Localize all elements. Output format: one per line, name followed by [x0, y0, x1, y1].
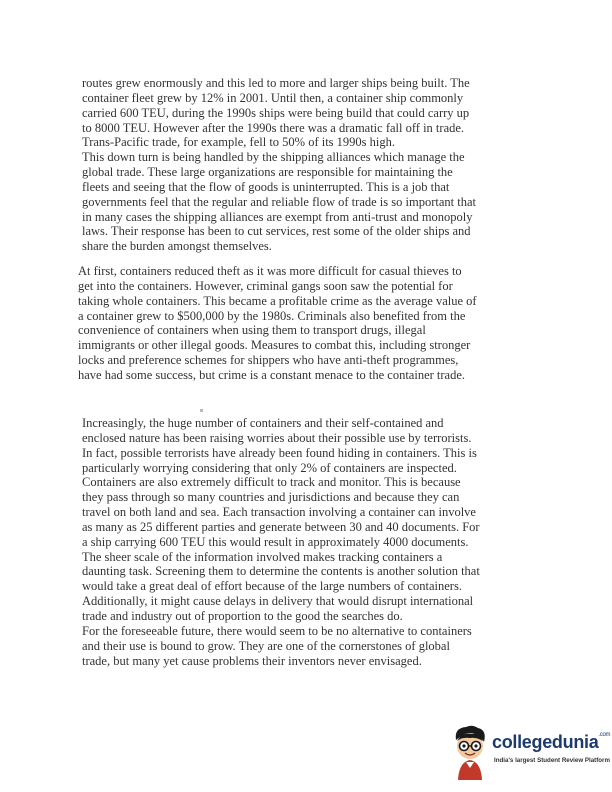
text-line: trade, but many yet cause problems their inventors never envisaged.	[82, 653, 422, 668]
text-line: and their use is bound to grow. They are one of the cornerstones of global	[82, 638, 450, 653]
text-line: particularly worrying considering that only 2% of containers are inspected.	[82, 460, 457, 475]
text-line: trade and industry out of proportion to the good the searches do.	[82, 608, 403, 623]
text-line: The sheer scale of the information involved makes tracking containers a	[82, 549, 443, 564]
text-line: to 8000 TEU. However after the 1990s there was a dramatic fall off in trade.	[82, 120, 465, 135]
text-line: in many cases the shipping alliances are exempt from anti-trust and monopoly	[82, 209, 473, 224]
text-line: container fleet grew by 12% in 2001. Until then, a container ship commonly	[82, 90, 464, 105]
text-line: a ship carrying 600 TEU this would result in approximately 4000 documents.	[82, 534, 469, 549]
text-line: governments feel that the regular and reliable flow of trade is so important that	[82, 194, 476, 209]
text-line: Additionally, it might cause delays in delivery that would disrupt international	[82, 594, 474, 609]
text-line: In fact, possible terrorists have already been found hiding in containers. This is	[82, 445, 477, 460]
scan-mark	[200, 409, 203, 412]
logo-tagline: India's largest Student Review Platform	[494, 757, 610, 764]
mascot-icon	[450, 724, 490, 780]
text-line: they pass through so many countries and jurisdictions and because they can	[82, 490, 460, 505]
paragraph-terrorism-risk	[82, 416, 480, 668]
text-line: daunting task. Screening them to determine the contents is another solution that	[82, 564, 480, 579]
text-line: routes grew enormously and this led to more and larger ships being built. The	[82, 76, 470, 90]
paragraph-shipping-alliances	[82, 76, 476, 254]
text-line: carried 600 TEU, during the 1990s ships were being build that could carry up	[82, 105, 470, 120]
text-line: global trade. These large organizations are responsible for maintaining the	[82, 165, 453, 180]
text-line: get into the containers. However, criminal gangs soon saw the potential for	[78, 278, 453, 293]
text-line: taking whole containers. This became a profitable crime as the average value of	[78, 293, 477, 308]
text-line: a container grew to $500,000 by the 1980s. Criminals also benefited from the	[78, 308, 466, 323]
text-line: as many as 25 different parties and generate between 30 and 40 documents. For	[82, 519, 480, 534]
paragraph-container-theft	[78, 264, 477, 383]
text-line: fleets and seeing that the flow of goods is uninterrupted. This is a job that	[82, 179, 450, 194]
text-line: Containers are also extremely difficult to track and monitor. This is because	[82, 475, 461, 490]
text-line: locks and preference schemes for shippers who have anti-theft programmes,	[78, 353, 459, 368]
text-line: At first, containers reduced theft as it was more difficult for casual thieves to	[78, 264, 462, 278]
text-line: enclosed nature has been raising worries about their possible use by terrorists.	[82, 430, 472, 445]
text-line: have had some success, but crime is a constant menace to the container trade.	[78, 367, 466, 382]
text-line: would take a great deal of effort because of the large numbers of containers.	[82, 579, 462, 594]
text-line: convenience of containers when using them to transport drugs, illegal	[78, 323, 426, 338]
text-line: laws. Their response has been to cut services, rest some of the older ships and	[82, 224, 471, 239]
collegedunia-logo	[450, 724, 611, 784]
text-line: immigrants or other illegal goods. Measures to combat this, including stronger	[78, 338, 471, 353]
logo-brand-name: collegedunia$^{.com}$	[492, 732, 611, 752]
text-line: travel on both land and sea. Each transaction involving a container can involve	[82, 505, 476, 520]
text-line: This down turn is being handled by the shipping alliances which manage the	[82, 150, 465, 165]
text-line: share the burden amongst themselves.	[82, 239, 272, 254]
text-line: Increasingly, the huge number of containers and their self-contained and	[82, 416, 444, 430]
text-line: Trans-Pacific trade, for example, fell to 50% of its 1990s high.	[82, 135, 396, 150]
text-line: For the foreseeable future, there would seem to be no alternative to containers	[82, 623, 472, 638]
